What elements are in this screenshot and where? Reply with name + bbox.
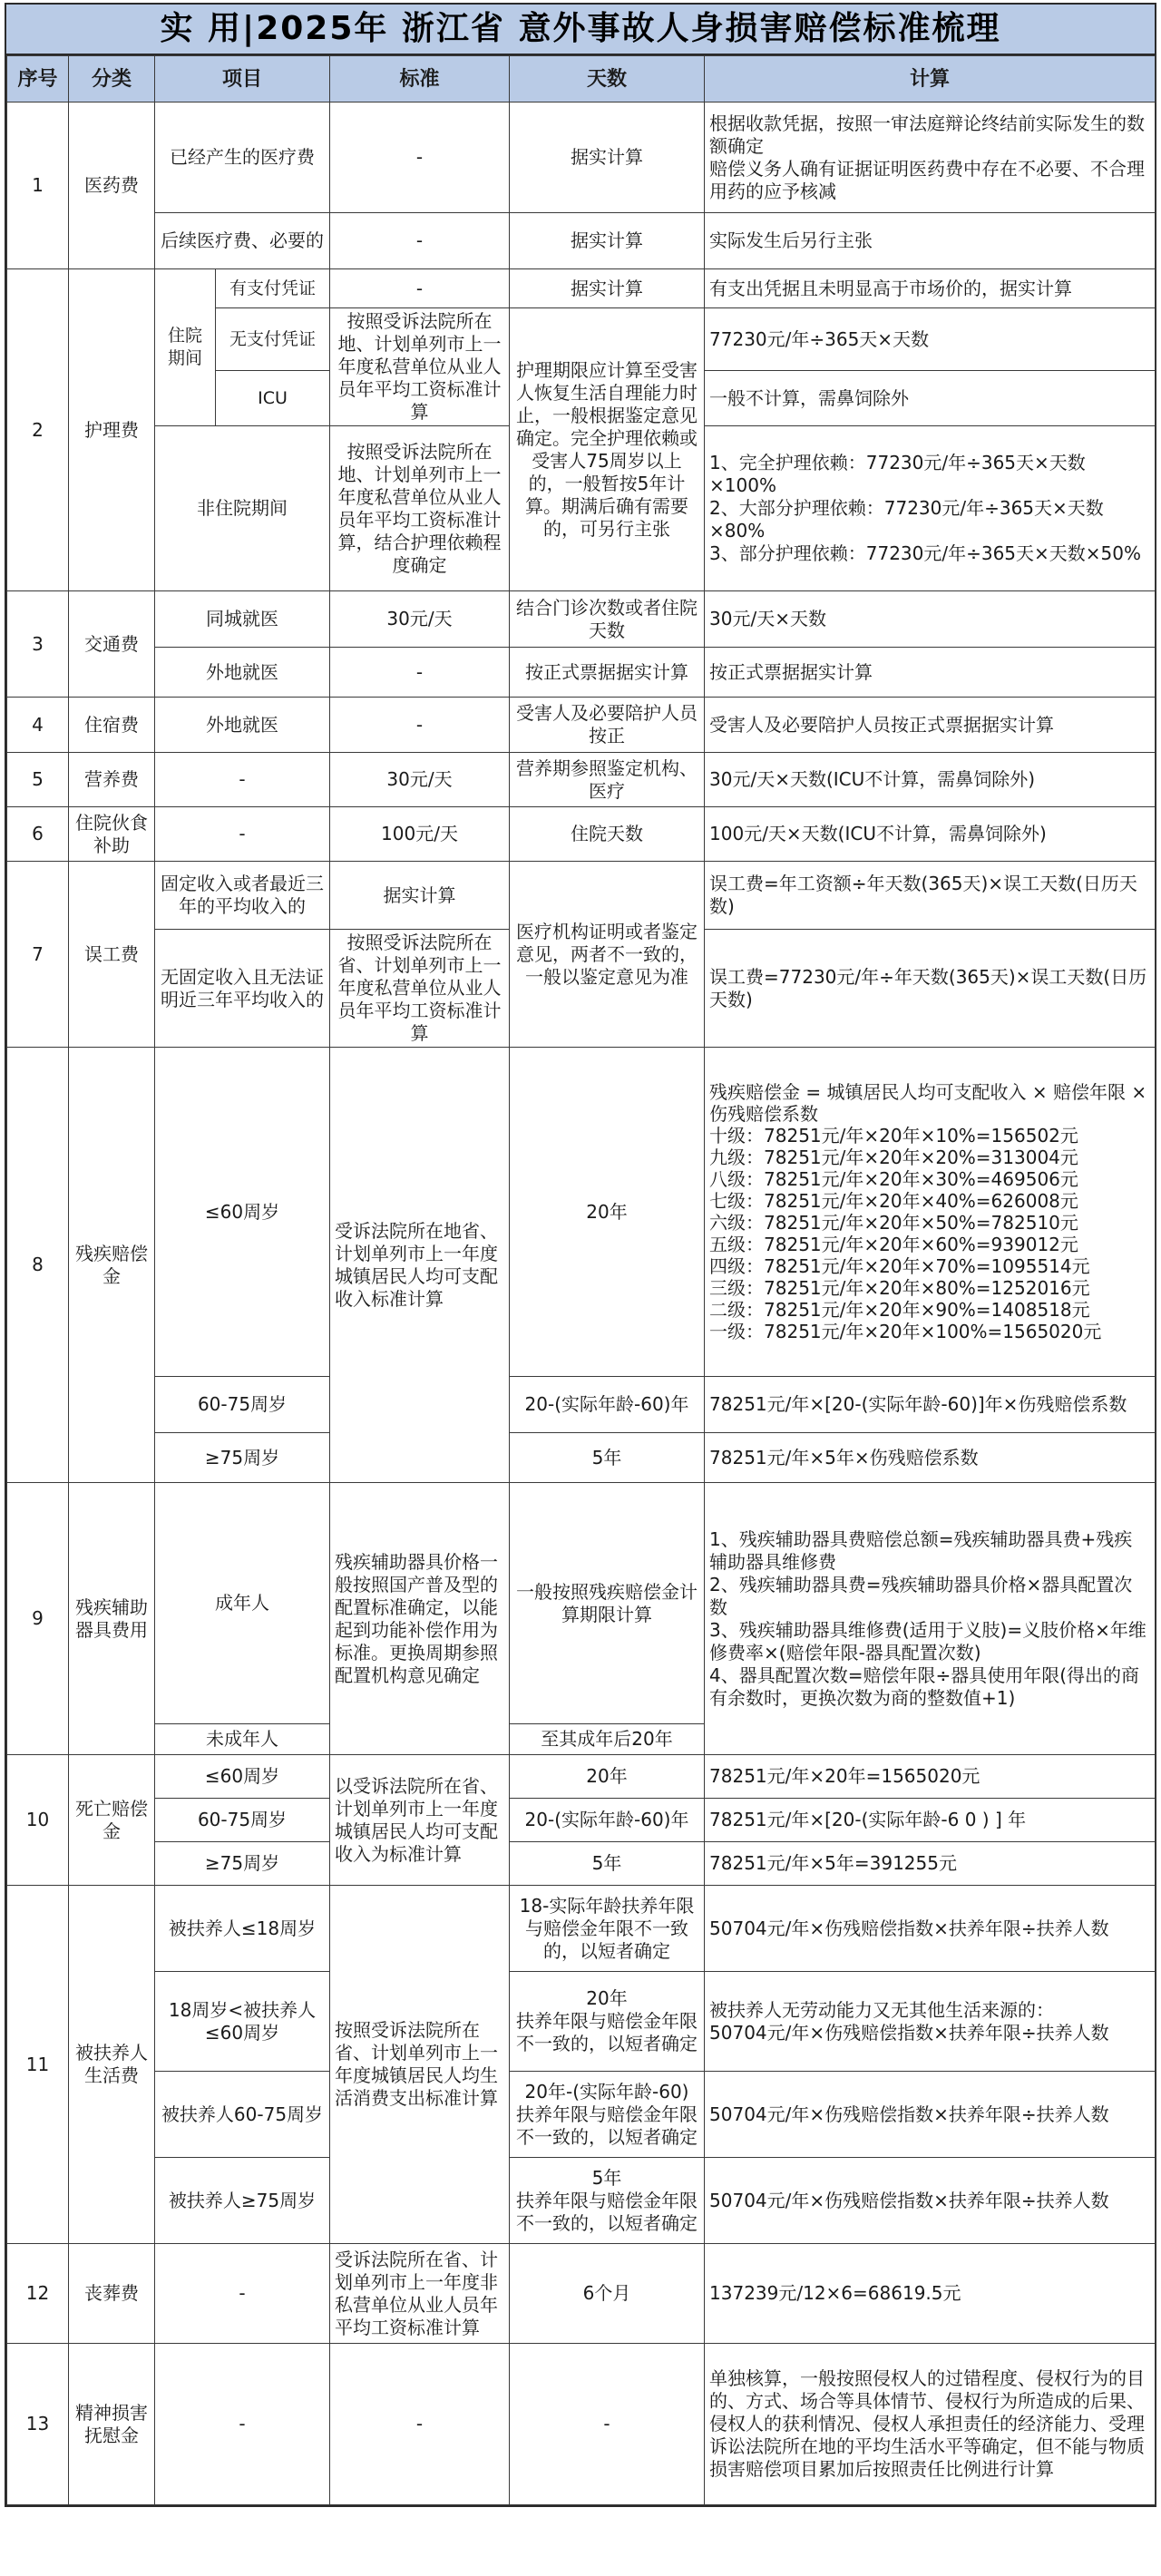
calc-cell: 50704元/年×伤残赔偿指数×扶养年限÷扶养人数: [705, 1886, 1156, 1972]
row-number: 9: [7, 1483, 69, 1755]
days-cell: 5年: [510, 1842, 705, 1886]
category-cell: 被扶养人生活费: [69, 1886, 155, 2244]
days-cell: 18-实际年龄扶养年限与赔偿金年限不一致的，以短者确定: [510, 1886, 705, 1972]
calc-cell: 78251元/年×[20-(实际年龄-6 0 ) ] 年: [705, 1799, 1156, 1842]
days-cell: 20年: [510, 1048, 705, 1377]
days-cell: 一般按照残疾赔偿金计算期限计算: [510, 1483, 705, 1724]
calc-cell: 30元/天×天数: [705, 591, 1156, 648]
standard-cell: 30元/天: [330, 591, 510, 648]
days-cell: 据实计算: [510, 269, 705, 308]
item-cell: 外地就医: [155, 698, 330, 753]
item-cell: 有支付凭证: [216, 269, 330, 308]
calc-cell: 按正式票据据实计算: [705, 648, 1156, 698]
days-cell: 住院天数: [510, 807, 705, 862]
header-category: 分类: [69, 56, 155, 102]
item-cell: 已经产生的医疗费: [155, 102, 330, 213]
days-cell: 20年 扶养年限与赔偿金年限不一致的，以短者确定: [510, 1972, 705, 2072]
item-cell: 60-75周岁: [155, 1799, 330, 1842]
category-cell: 残疾赔偿金: [69, 1048, 155, 1483]
table-row: [7, 1048, 1156, 1377]
calc-cell: 100元/天×天数(ICU不计算，需鼻饲除外): [705, 807, 1156, 862]
standard-cell: 按照受诉法院所在地、计划单列市上一年度私营单位从业人员年平均工资标准计算: [330, 308, 510, 426]
days-cell: -: [510, 2344, 705, 2505]
table-row: [7, 102, 1156, 213]
item-cell: 同城就医: [155, 591, 330, 648]
days-cell: 20年-(实际年龄-60) 扶养年限与赔偿金年限不一致的，以短者确定: [510, 2072, 705, 2158]
days-cell: 5年: [510, 1433, 705, 1483]
table-row: [7, 1799, 1156, 1842]
table-row: [7, 1972, 1156, 2072]
header-item: 项目: [155, 56, 330, 102]
table-row: [7, 269, 1156, 308]
item-cell: 18周岁<被扶养人≤60周岁: [155, 1972, 330, 2072]
category-cell: 精神损害抚慰金: [69, 2344, 155, 2505]
item-cell: ≥75周岁: [155, 1433, 330, 1483]
calc-cell: 78251元/年×20年=1565020元: [705, 1755, 1156, 1799]
subgroup-cell: 住院期间: [155, 269, 216, 426]
calc-cell: 残疾赔偿金 = 城镇居民人均可支配收入 × 赔偿年限 × 伤残赔偿系数 十级：78251元/年×20年×10%=156502元 九级：78251元/年×20年×20%=313004元 八级：78251元/年×20年×30%=469506元 七级：78251元/年×20年×40%=626008元 六级：78251元/年×20年×50%=782510元 五级：78251元/年×20年×60%=939012元 四级：78251元/年×20年×70%=1095514元 三级：78251元/年×20年×80%=1252016元 二级：78251元/年×20年×90%=1408518元 一级：78251元/年×20年×100%=1565020元: [705, 1048, 1156, 1377]
calc-cell: 78251元/年×5年=391255元: [705, 1842, 1156, 1886]
calc-cell: 被扶养人无劳动能力又无其他生活来源的： 50704元/年×伤残赔偿指数×扶养年限÷扶养人数: [705, 1972, 1156, 2072]
item-cell: 被扶养人≥75周岁: [155, 2158, 330, 2244]
row-number: 1: [7, 102, 69, 269]
calc-cell: 一般不计算，需鼻饲除外: [705, 371, 1156, 426]
row-number: 8: [7, 1048, 69, 1483]
row-number: 7: [7, 862, 69, 1048]
days-cell: 医疗机构证明或者鉴定意见，两者不一致的，一般以鉴定意见为准: [510, 862, 705, 1048]
standard-cell: 受诉法院所在地省、计划单列市上一年度城镇居民人均可支配收入标准计算: [330, 1048, 510, 1483]
item-cell: -: [155, 753, 330, 807]
days-cell: 受害人及必要陪护人员按正: [510, 698, 705, 753]
item-cell: ≥75周岁: [155, 1842, 330, 1886]
item-cell: 固定收入或者最近三年的平均收入的: [155, 862, 330, 930]
calc-cell: 根据收款凭据，按照一审法庭辩论终结前实际发生的数额确定 赔偿义务人确有证据证明医药费中存在不必要、不合理用药的应予核减: [705, 102, 1156, 213]
category-cell: 住院伙食补助: [69, 807, 155, 862]
header-row: [7, 56, 1156, 102]
row-number: 3: [7, 591, 69, 698]
page-title: 实 用|2025年 浙江省 意外事故人身损害赔偿标准梳理: [6, 5, 1155, 55]
category-cell: 医药费: [69, 102, 155, 269]
compensation-table: [6, 55, 1156, 2505]
standard-cell: 30元/天: [330, 753, 510, 807]
standard-cell: 残疾辅助器具价格一般按照国产普及型的配置标准确定，以能起到功能补偿作用为标准。更换周期参照配置机构意见确定: [330, 1483, 510, 1755]
standard-cell: 据实计算: [330, 862, 510, 930]
item-cell: 非住院期间: [155, 426, 330, 591]
days-cell: 6个月: [510, 2244, 705, 2344]
calc-cell: 单独核算，一般按照侵权人的过错程度、侵权行为的目的、方式、场合等具体情节、侵权行为所造成的后果、侵权人的获利情况、侵权人承担责任的经济能力、受理诉讼法院所在地的平均生活水平等确定，但不能与物质损害赔偿项目累加后按照责任比例进行计算: [705, 2344, 1156, 2505]
days-cell: 按正式票据据实计算: [510, 648, 705, 698]
table-row: [7, 213, 1156, 269]
standard-cell: -: [330, 648, 510, 698]
item-cell: -: [155, 2244, 330, 2344]
category-cell: 住宿费: [69, 698, 155, 753]
row-number: 6: [7, 807, 69, 862]
table-row: [7, 862, 1156, 930]
standard-cell: 100元/天: [330, 807, 510, 862]
calc-cell: 误工费=77230元/年÷年天数(365天)×误工天数(日历天数): [705, 930, 1156, 1048]
table-row: [7, 2072, 1156, 2158]
header-calculation: 计算: [705, 56, 1156, 102]
category-cell: 误工费: [69, 862, 155, 1048]
days-cell: 护理期限应计算至受害人恢复生活自理能力时止，一般根据鉴定意见确定。完全护理依赖或受害人75周岁以上的，一般暂按5年计算。期满后确有需要的，可另行主张: [510, 308, 705, 591]
item-cell: 被扶养人≤18周岁: [155, 1886, 330, 1972]
item-cell: 无固定收入且无法证明近三年平均收入的: [155, 930, 330, 1048]
table-row: [7, 1755, 1156, 1799]
item-cell: ≤60周岁: [155, 1755, 330, 1799]
calc-cell: 78251元/年×5年×伤残赔偿系数: [705, 1433, 1156, 1483]
category-cell: 护理费: [69, 269, 155, 591]
item-cell: ICU: [216, 371, 330, 426]
table-row: [7, 648, 1156, 698]
standard-cell: 按照受诉法院所在省、计划单列市上一年度私营单位从业人员年平均工资标准计算: [330, 930, 510, 1048]
days-cell: 据实计算: [510, 213, 705, 269]
days-cell: 20-(实际年龄-60)年: [510, 1377, 705, 1433]
standard-cell: -: [330, 269, 510, 308]
standard-cell: 按照受诉法院所在地、计划单列市上一年度私营单位从业人员年平均工资标准计算，结合护理依赖程度确定: [330, 426, 510, 591]
table-row: [7, 1842, 1156, 1886]
days-cell: 20-(实际年龄-60)年: [510, 1799, 705, 1842]
item-cell: 后续医疗费、必要的: [155, 213, 330, 269]
table-row: [7, 591, 1156, 648]
standard-cell: 以受诉法院所在省、计划单列市上一年度城镇居民人均可支配收入为标准计算: [330, 1755, 510, 1886]
calc-cell: 30元/天×天数(ICU不计算，需鼻饲除外): [705, 753, 1156, 807]
page-frame: [5, 3, 1156, 2507]
row-number: 13: [7, 2344, 69, 2505]
item-cell: -: [155, 807, 330, 862]
item-cell: 无支付凭证: [216, 308, 330, 371]
table-row: [7, 698, 1156, 753]
item-cell: 60-75周岁: [155, 1377, 330, 1433]
item-cell: 被扶养人60-75周岁: [155, 2072, 330, 2158]
item-cell: 成年人: [155, 1483, 330, 1724]
item-cell: 未成年人: [155, 1724, 330, 1755]
table-row: [7, 1433, 1156, 1483]
calc-cell: 50704元/年×伤残赔偿指数×扶养年限÷扶养人数: [705, 2072, 1156, 2158]
days-cell: 据实计算: [510, 102, 705, 213]
calc-cell: 50704元/年×伤残赔偿指数×扶养年限÷扶养人数: [705, 2158, 1156, 2244]
header-standard: 标准: [330, 56, 510, 102]
standard-cell: -: [330, 102, 510, 213]
header-days: 天数: [510, 56, 705, 102]
calc-cell: 受害人及必要陪护人员按正式票据据实计算: [705, 698, 1156, 753]
category-cell: 死亡赔偿金: [69, 1755, 155, 1886]
calc-cell: 78251元/年×[20-(实际年龄-60)]年×伤残赔偿系数: [705, 1377, 1156, 1433]
standard-cell: -: [330, 698, 510, 753]
days-cell: 结合门诊次数或者住院天数: [510, 591, 705, 648]
days-cell: 至其成年后20年: [510, 1724, 705, 1755]
days-cell: 5年 扶养年限与赔偿金年限不一致的，以短者确定: [510, 2158, 705, 2244]
days-cell: 20年: [510, 1755, 705, 1799]
calc-cell: 1、残疾辅助器具费赔偿总额=残疾辅助器具费+残疾辅助器具维修费 2、残疾辅助器具费=残疾辅助器具价格×器具配置次数 3、残疾辅助器具维修费(适用于义肢)=义肢价格×年维修费率×(赔偿年限-器具配置次数) 4、器具配置次数=赔偿年限÷器具使用年限(得出的商有余数时，更换次数为商的整数值+1): [705, 1483, 1156, 1755]
table-row: [7, 807, 1156, 862]
calc-cell: 77230元/年÷365天×天数: [705, 308, 1156, 371]
table-row: [7, 2244, 1156, 2344]
standard-cell: -: [330, 213, 510, 269]
row-number: 10: [7, 1755, 69, 1886]
calc-cell: 实际发生后另行主张: [705, 213, 1156, 269]
standard-cell: -: [330, 2344, 510, 2505]
item-cell: ≤60周岁: [155, 1048, 330, 1377]
category-cell: 交通费: [69, 591, 155, 698]
row-number: 11: [7, 1886, 69, 2244]
days-cell: 营养期参照鉴定机构、医疗: [510, 753, 705, 807]
item-cell: -: [155, 2344, 330, 2505]
table-row: [7, 753, 1156, 807]
row-number: 4: [7, 698, 69, 753]
standard-cell: 按照受诉法院所在省、计划单列市上一年度城镇居民人均生活消费支出标准计算: [330, 1886, 510, 2244]
header-no: 序号: [7, 56, 69, 102]
category-cell: 丧葬费: [69, 2244, 155, 2344]
table-row: [7, 2158, 1156, 2244]
category-cell: 营养费: [69, 753, 155, 807]
table-row: [7, 1886, 1156, 1972]
calc-cell: 有支出凭据且未明显高于市场价的，据实计算: [705, 269, 1156, 308]
item-cell: 外地就医: [155, 648, 330, 698]
table-row: [7, 1483, 1156, 1724]
row-number: 12: [7, 2244, 69, 2344]
table-row: [7, 2344, 1156, 2505]
table-row: [7, 1377, 1156, 1433]
standard-cell: 受诉法院所在省、计划单列市上一年度非私营单位从业人员年平均工资标准计算: [330, 2244, 510, 2344]
calc-cell: 1、完全护理依赖：77230元/年÷365天×天数×100% 2、大部分护理依赖：77230元/年÷365天×天数×80% 3、部分护理依赖：77230元/年÷365天×天数×50%: [705, 426, 1156, 591]
row-number: 5: [7, 753, 69, 807]
row-number: 2: [7, 269, 69, 591]
category-cell: 残疾辅助器具费用: [69, 1483, 155, 1755]
calc-cell: 137239元/12×6=68619.5元: [705, 2244, 1156, 2344]
calc-cell: 误工费=年工资额÷年天数(365天)×误工天数(日历天数): [705, 862, 1156, 930]
